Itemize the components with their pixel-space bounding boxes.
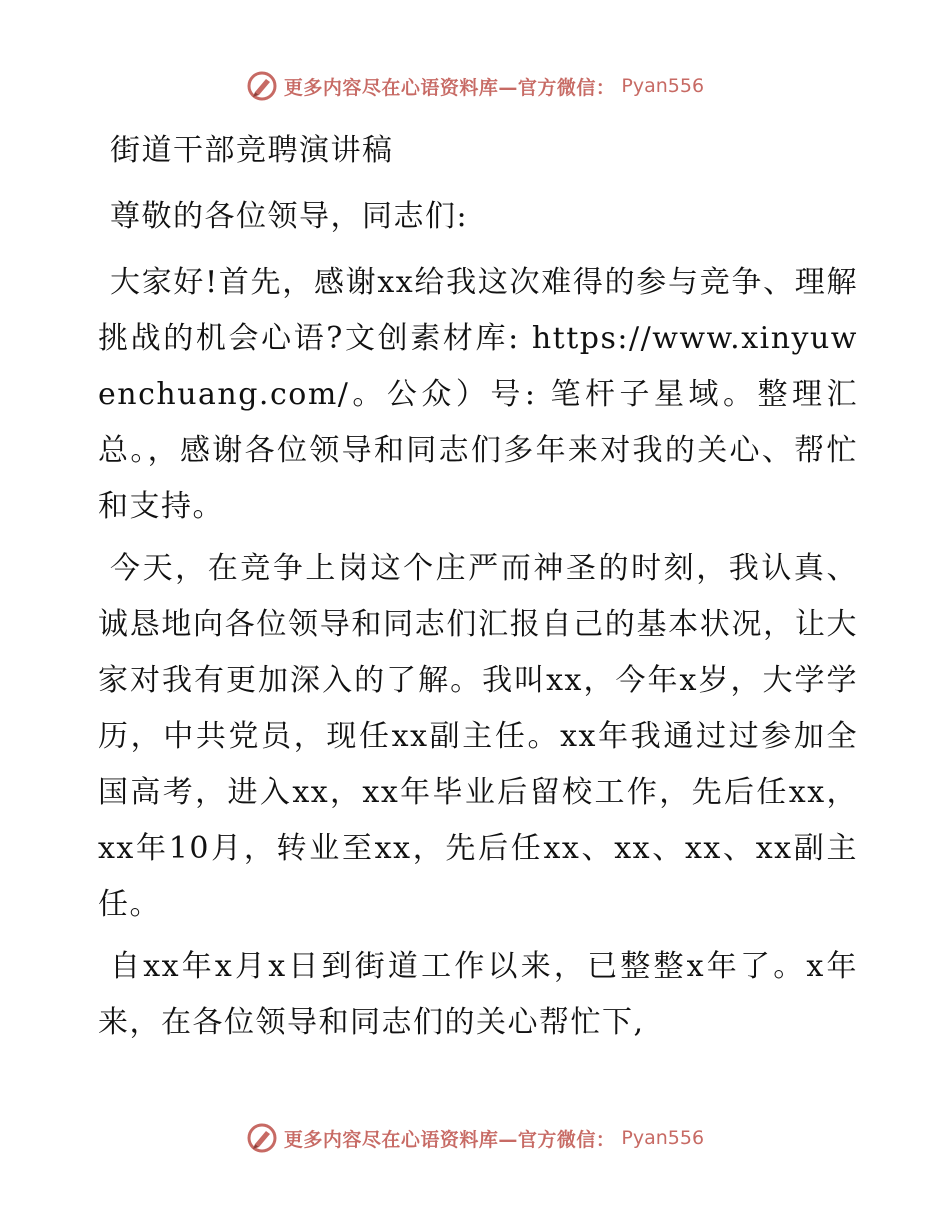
banner-text: 更多内容尽在心语资料库—官方微信： bbox=[283, 1128, 616, 1151]
paragraph-1: 大家好!首先，感谢xx给我这次难得的参与竞争、理解挑战的机会心语?文创素材库: https://www.xinyuwenchuang.com/。公众）号: 笔杆子星域。整理汇总。，感谢各位领导和同志们多年来对我的关心、帮忙和支持。 bbox=[98, 265, 858, 524]
paragraph-2: 今天，在竞争上岗这个庄严而神圣的时刻，我认真、诚恳地向各位领导和同志们汇报自己的基本状况，让大家对我有更加深入的了解。我叫xx，今年x岁，大学学历，中共党员，现任xx副主任。xx年我通过过参加全国高考，进入xx，xx年毕业后留校工作，先后任xx， xx年10月，转业至xx，先后任xx、xx、xx、xx副主任。 bbox=[98, 551, 858, 922]
banner-text: 更多内容尽在心语资料库—官方微信： bbox=[283, 76, 616, 99]
document-body bbox=[98, 123, 858, 1057]
logo-icon bbox=[246, 70, 278, 102]
paragraph-3: 自xx年x月x日到街道工作以来，已整整x年了。x年来，在各位领导和同志们的关心帮忙下, bbox=[98, 949, 858, 1040]
header-banner bbox=[0, 70, 950, 102]
banner-handle: Pyan556 bbox=[621, 1127, 705, 1149]
logo-icon bbox=[246, 1122, 278, 1154]
document-title: 街道干部竞聘演讲稿 bbox=[110, 133, 394, 168]
salutation: 尊敬的各位领导，同志们: bbox=[110, 199, 469, 234]
footer-banner bbox=[0, 1122, 950, 1154]
banner-handle: Pyan556 bbox=[621, 75, 705, 97]
